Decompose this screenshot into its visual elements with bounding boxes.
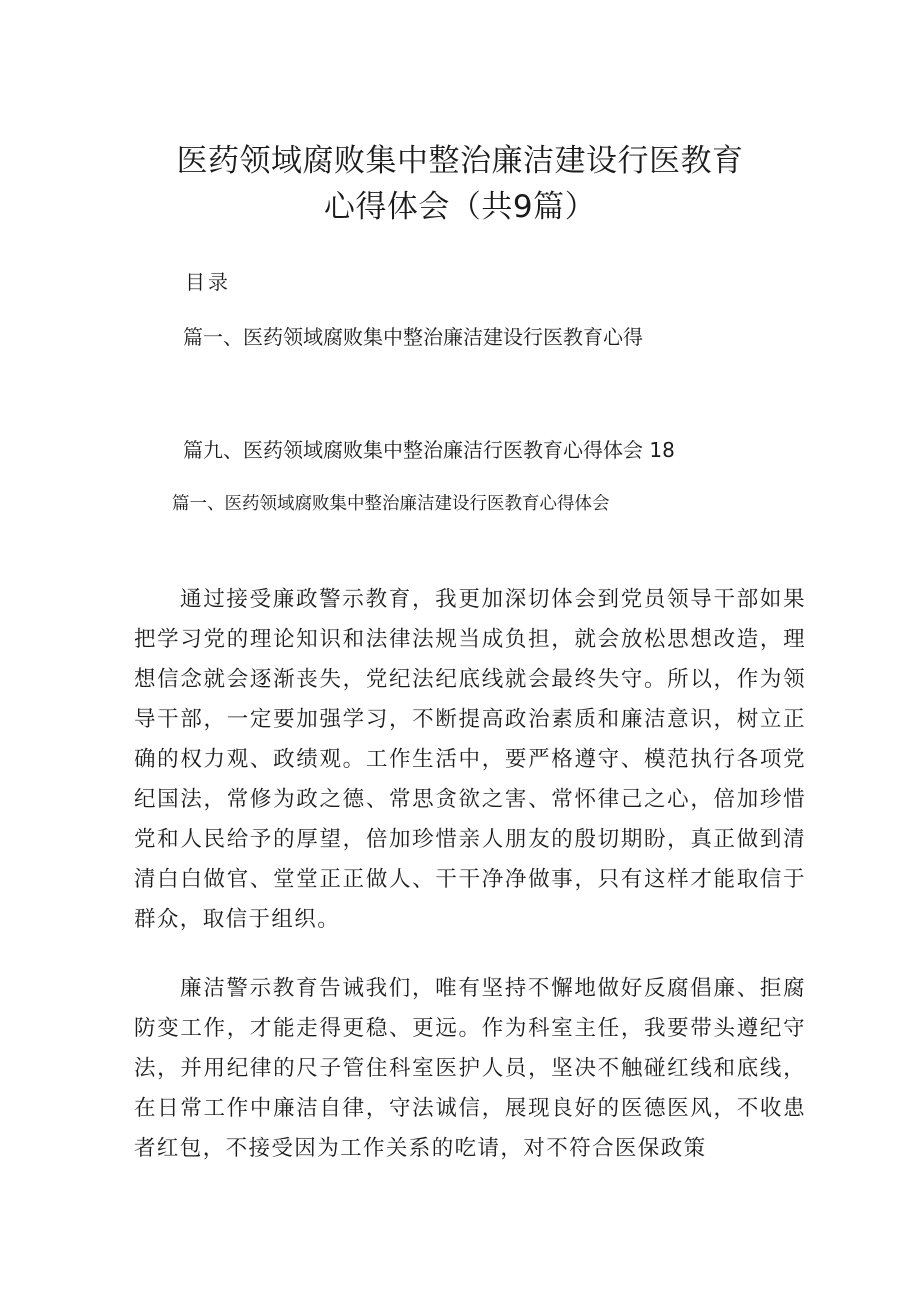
body-paragraph: 通过接受廉政警示教育，我更加深切体会到党员领导干部如果把学习党的理论知识和法律法规当成负担，就会放松思想改造，理想信念就会逐渐丧失，党纪法纪底线就会最终失守。所以，作为领导干部，一定要加强学习，不断提高政治素质和廉洁意识，树立正确的权力观、政绩观。工作生活中，要严格遵守、模范执行各项党纪国法，常修为政之德、常思贪欲之害、常怀律己之心，倍加珍惜党和人民给予的厚望，倍加珍惜亲人朋友的殷切期盼，真正做到清清白白做官、堂堂正正做人、干干净净做事，只有这样才能取信于群众，取信于组织。: [134, 587, 806, 932]
toc-entry: 篇一、医药领域腐败集中整治廉洁建设行医教育心得: [183, 325, 643, 349]
section-heading: 篇一、医药领域腐败集中整治廉洁建设行医教育心得体会: [172, 494, 610, 514]
document-title-line-2: 心得体会（共9篇）: [323, 189, 597, 225]
toc-label: 目录: [185, 270, 231, 294]
body-paragraph: 廉洁警示教育告诫我们，唯有坚持不懈地做好反腐倡廉、拒腐防变工作，才能走得更稳、更远。作为科室主任，我要带头遵纪守法，并用纪律的尺子管住科室医护人员，坚决不触碰红线和底线，在日常工作中廉洁自律，守法诚信，展现良好的医德医风，不收患者红包，不接受因为工作关系的吃请，对不符合医保政策: [134, 976, 806, 1161]
document-title-line-1: 医药领域腐败集中整治廉洁建设行医教育: [176, 143, 744, 179]
toc-entry: 篇九、医药领域腐败集中整治廉洁行医教育心得体会 18: [183, 438, 675, 462]
